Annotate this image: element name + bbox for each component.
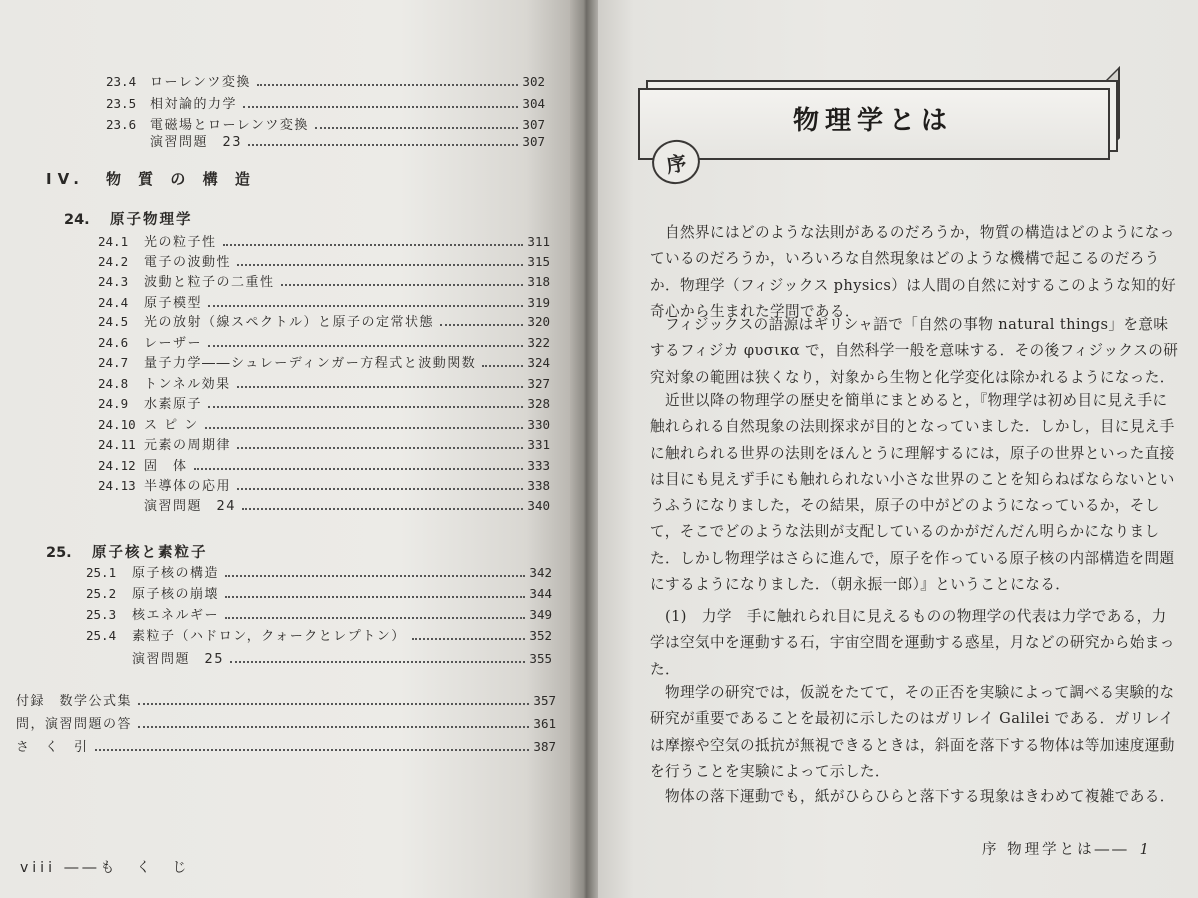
toc-entry-title: 原子核の構造 — [132, 566, 220, 581]
toc-entry — [98, 271, 550, 290]
toc-entry-title: トンネル効果 — [144, 377, 231, 392]
toc-entry — [98, 292, 550, 311]
toc-entry-number: 24.1 — [98, 234, 129, 249]
toc-entry-page: 387 — [533, 739, 556, 754]
toc-entry-page: 340 — [527, 498, 550, 513]
leader-dots — [237, 447, 523, 449]
toc-entry-number: 25.3 — [86, 607, 117, 622]
paragraph-1: 自然界にはどのような法則があるのだろうか，物質の構造はどのようになっているのだろうか，いろいろな自然現象はどのような機構で起こるのだろうか．物理学（フィジックス physics）は人間の自然に対するこのような知的好奇心から生まれた学問である． — [650, 224, 1177, 320]
leader-dots — [242, 508, 523, 510]
paragraph-5: 物理学の研究では，仮説をたてて，その正否を実験によって調べる実験的な研究が重要であることを最初に示したのはガリレイ Galilei である．ガリレイは摩擦や空気の抵抗が無視できるときは，斜面を落下する物体は等加速度運動を行うことを実験によって示した． — [650, 684, 1175, 780]
leader-dots — [138, 703, 529, 705]
toc-entry-page: 320 — [527, 314, 550, 329]
book-gutter — [570, 0, 600, 898]
toc-entry — [86, 625, 552, 644]
toc-entry-number: 24.9 — [98, 396, 129, 411]
toc-entry-number: 23.6 — [106, 117, 137, 132]
toc-entry-page: 324 — [527, 355, 550, 370]
toc-entry — [98, 434, 550, 453]
toc-entry-number: 24.11 — [98, 437, 136, 452]
toc-entry-page: 330 — [527, 417, 550, 432]
toc-entry-number: 24.10 — [98, 417, 136, 432]
leader-dots — [225, 575, 525, 577]
toc-entry-title: 付録 数学公式集 — [16, 694, 133, 709]
toc-entry-page: 349 — [529, 607, 552, 622]
toc-entry — [98, 393, 550, 412]
toc-entry-page: 355 — [529, 651, 552, 666]
toc-entry-title: 固 体 — [144, 459, 188, 474]
toc-entry-number: 25.1 — [86, 565, 117, 580]
toc-entry-page: 352 — [529, 628, 552, 643]
chapter-title: 原子核と素粒子 — [92, 545, 208, 561]
toc-entry-title: 原子模型 — [144, 296, 203, 311]
leader-dots — [281, 284, 524, 286]
leader-dots — [315, 127, 519, 129]
toc-entry-title: 問，演習問題の答 — [16, 717, 133, 732]
toc-entry — [16, 736, 556, 755]
toc-entry-title: 相対論的力学 — [150, 97, 238, 112]
toc-entry-title: 水素原子 — [144, 397, 203, 412]
toc-entry-page: 304 — [522, 96, 545, 111]
toc-entry-title: 量子力学――シュレーディンガー方程式と波動関数 — [144, 356, 477, 371]
toc-entry — [98, 352, 550, 371]
toc-entry-page: 361 — [533, 716, 556, 731]
toc-entry — [98, 455, 550, 474]
toc-entry — [86, 604, 552, 623]
toc-entry-page: 327 — [527, 376, 550, 391]
toc-entry — [86, 562, 552, 581]
chapter-title-heading: 物理学とは — [792, 106, 953, 136]
left-footer: viii ――も く じ — [20, 860, 191, 876]
page-number: 1 — [1139, 842, 1152, 858]
leader-dots — [257, 84, 519, 86]
leader-dots — [225, 617, 525, 619]
toc-entry — [16, 713, 556, 732]
toc-entry-title: 元素の周期律 — [144, 438, 232, 453]
toc-entry-number: 25.4 — [86, 628, 117, 643]
toc-entry-page: 311 — [527, 234, 550, 249]
leader-dots — [138, 726, 529, 728]
toc-entry-title: 半導体の応用 — [144, 479, 232, 494]
leader-dots — [237, 488, 523, 490]
leader-dots — [243, 106, 518, 108]
toc-entry-number: 25.2 — [86, 586, 117, 601]
toc-entry-number: 24.8 — [98, 376, 129, 391]
toc-entry-page: 322 — [527, 335, 550, 350]
leader-dots — [237, 264, 523, 266]
toc-entry — [98, 311, 550, 330]
toc-entry — [86, 583, 552, 602]
toc-entry-title: レーザー — [144, 336, 203, 351]
paragraph-6: 物体の落下運動でも，紙がひらひらと落下する現象はきわめて複雑である． — [650, 788, 1175, 805]
paragraph-4: (1) 力学 手に触れられ目に見えるものの物理学の代表は力学である，力学は空気中を運動する石，宇宙空間を運動する惑星，月などの研究から始まった． — [650, 608, 1175, 678]
toc-entry-title: 電磁場とローレンツ変換 — [150, 118, 309, 133]
toc-entry-page: 302 — [522, 74, 545, 89]
toc-entry-number: 24.12 — [98, 458, 136, 473]
leader-dots — [194, 468, 524, 470]
toc-entry — [98, 251, 550, 270]
toc-entry-title: さ く 引 — [16, 740, 89, 755]
toc-entry — [98, 332, 550, 351]
leader-dots — [208, 345, 523, 347]
chapter-number: 24. — [64, 212, 90, 228]
toc-entry-number: 24.13 — [98, 478, 136, 493]
toc-entry-number: 23.4 — [106, 74, 137, 89]
toc-entry-number: 24.2 — [98, 254, 129, 269]
toc-entry — [106, 93, 545, 112]
toc-entry-page: 344 — [529, 586, 552, 601]
toc-entry-page: 357 — [533, 693, 556, 708]
toc-entry-title: 光の粒子性 — [144, 235, 217, 250]
leader-dots — [412, 638, 526, 640]
right-footer — [982, 838, 1152, 859]
preface-badge: 序 — [649, 136, 704, 188]
toc-entry — [98, 231, 550, 250]
toc-entry — [98, 475, 550, 494]
toc-entry-page: 307 — [522, 134, 545, 149]
toc-entry-number: 24.5 — [98, 314, 129, 329]
toc-part-heading: IV. 物 質 の 構 造 — [46, 170, 256, 188]
paragraph-2: フィジックスの語源はギリシャ語で「自然の事物 natural things」を意味するフィジカ φυσικα で，自然科学一般を意味する．その後フィジックスの研究対象の範囲は狭くなり，対象から生物と化学変化は除かれるようになった． — [650, 316, 1179, 386]
toc-entry-title: 原子核の崩壊 — [132, 587, 220, 602]
leader-dots — [205, 427, 524, 429]
toc-entry-page: 328 — [527, 396, 550, 411]
leader-dots — [237, 386, 524, 388]
toc-entry — [106, 71, 545, 90]
toc-entry-number: 24.6 — [98, 335, 129, 350]
toc-entry-title: 波動と粒子の二重性 — [144, 275, 275, 290]
leader-dots — [208, 406, 523, 408]
toc-entry-number: 24.3 — [98, 274, 129, 289]
leader-dots — [225, 596, 525, 598]
toc-entry-number: 24.7 — [98, 355, 129, 370]
toc-entry-page: 333 — [527, 458, 550, 473]
toc-entry-number: 23.5 — [106, 96, 137, 111]
toc-chapter-25 — [46, 541, 208, 562]
toc-entry-title: ス ピ ン — [144, 418, 199, 433]
leader-dots — [248, 144, 518, 146]
toc-entry — [16, 690, 556, 709]
leader-dots — [223, 244, 524, 246]
toc-chapter-24 — [64, 208, 193, 229]
toc-entry-number: 24.4 — [98, 295, 129, 310]
toc-entry-title: 素粒子（ハドロン，クォークとレプトン） — [132, 629, 406, 644]
chapter-number: 25. — [46, 545, 72, 561]
toc-entry-page: 342 — [529, 565, 552, 580]
toc-entry-title: 演習問題 24 — [144, 499, 237, 514]
toc-entry-title: 電子の波動性 — [144, 255, 232, 270]
toc-entry — [86, 648, 552, 667]
toc-entry — [98, 414, 550, 433]
leader-dots — [482, 365, 523, 367]
paragraph-3: 近世以降の物理学の歴史を簡単にまとめると，『物理学は初め目に見え手に触れられる自然現象の法則探求が目的となっていました．しかし，目に見え手に触れられる世界の法則をほんとうに理解するには，原子の世界といった直接は目にも見えず手にも触れられない小さな世界のことを知らねばならないというふうになりました，その結果，原子の中がどのようになっているか，そして，そこでどのような法則が支配しているのかがだんだん明らかになりました．しかし物理学はさらに進んで，原子を作っている原子核の内部構造を問題にするようになりました．（朝永振一郎）』ということになる． — [650, 392, 1175, 594]
toc-entry-page: 319 — [527, 295, 550, 310]
toc-entry-title: 演習問題 25 — [132, 652, 225, 667]
toc-entry-page: 318 — [527, 274, 550, 289]
toc-entry-title: 核エネルギー — [132, 608, 220, 623]
leader-dots — [95, 749, 530, 751]
toc-entry-title: 演習問題 23 — [150, 135, 243, 150]
leader-dots — [208, 305, 523, 307]
footer-label: 序 物理学とは―― — [982, 842, 1130, 858]
toc-entry-title: 光の放射（線スペクトル）と原子の定常状態 — [144, 315, 435, 330]
toc-entry — [98, 373, 550, 392]
toc-entry-page: 331 — [527, 437, 550, 452]
toc-entry — [98, 495, 550, 514]
leader-dots — [440, 324, 523, 326]
toc-entry — [106, 131, 545, 150]
toc-entry-page: 307 — [522, 117, 545, 132]
chapter-title: 原子物理学 — [110, 212, 193, 228]
toc-entry-page: 338 — [527, 478, 550, 493]
toc-entry-page: 315 — [527, 254, 550, 269]
leader-dots — [230, 661, 525, 663]
toc-entry-title: ローレンツ変換 — [150, 75, 251, 90]
